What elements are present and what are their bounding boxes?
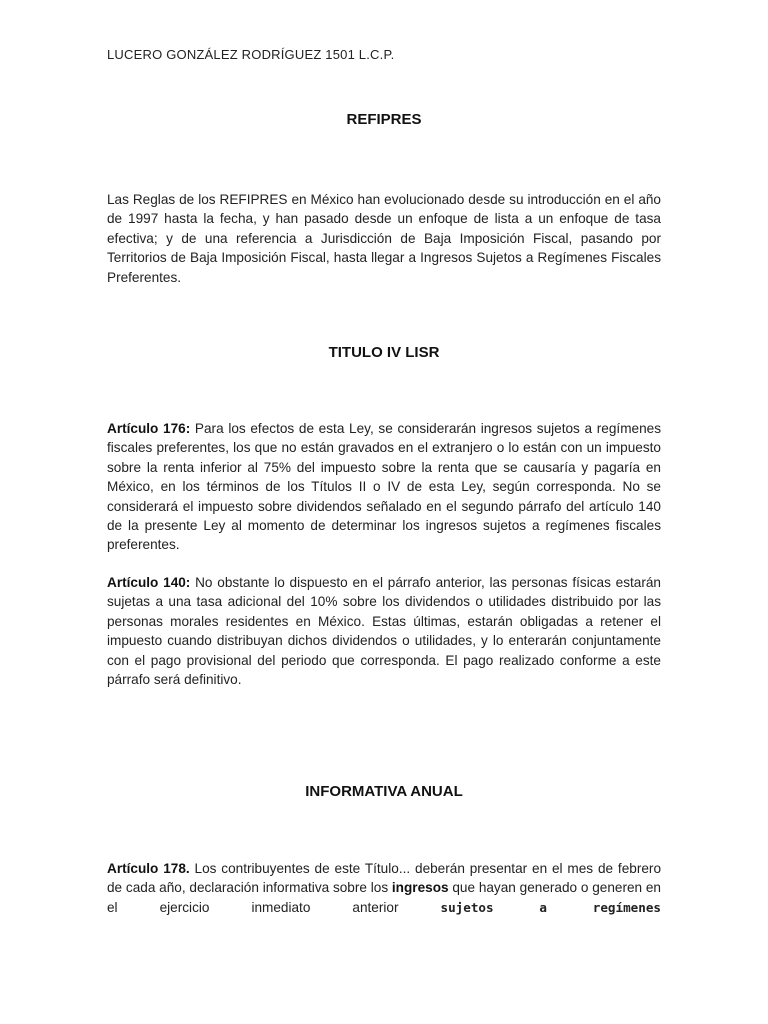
article-178-paragraph <box>107 859 661 917</box>
article-176-text: Para los efectos de esta Ley, se considerarán ingresos sujetos a regímenes fiscales preferentes, los que no están gravados en el extranjero o lo están con un impuesto sobre la renta inferior al 75% del impuesto sobre la renta que se causaría y pagaría en México, en los términos de los Títulos II o IV de esta Ley, según corresponda. No se considerará el impuesto sobre dividendos señalado en el segundo párrafo del artículo 140 de la presente Ley al momento de determinar los ingresos sujetos a regímenes fiscales preferentes. <box>107 421 661 553</box>
section-title-informativa-anual: INFORMATIVA ANUAL <box>305 783 463 800</box>
section-title-refipres: REFIPRES <box>346 111 422 128</box>
article-176-paragraph <box>107 419 661 555</box>
article-140-label: Artículo 140: <box>107 575 191 590</box>
article-178-label: Artículo 178. <box>107 861 190 876</box>
author-line: LUCERO GONZÁLEZ RODRÍGUEZ 1501 L.C.P. <box>107 47 395 62</box>
article-140-text: No obstante lo dispuesto en el párrafo anterior, las personas físicas estarán sujetas a una tasa adicional del 10% sobre los dividendos o utilidades distribuido por las personas morales residentes en México. Estas últimas, estarán obligadas a retener el impuesto cuando distribuyan dichos dividendos o utilidades, y lo enterarán conjuntamente con el pago provisional del periodo que corresponda. El pago realizado conforme a este párrafo será definitivo. <box>107 575 661 688</box>
article-176-label: Artículo 176: <box>107 421 191 436</box>
article-178-bold-ingresos: ingresos <box>391 880 449 896</box>
article-140-paragraph <box>107 573 661 689</box>
refipres-paragraph: Las Reglas de los REFIPRES en México han evolucionado desde su introducción en el año de 1997 hasta la fecha, y han pasado desde un enfoque de lista a un enfoque de tasa efectiva; y de una referencia a Jurisdicción de Baja Imposición Fiscal, pasando por Territorios de Baja Imposición Fiscal, hasta llegar a Ingresos Sujetos a Regímenes Fiscales Preferentes. <box>107 192 661 285</box>
section-title-titulo-iv: TITULO IV LISR <box>328 344 440 361</box>
article-178-bold-regimenes: sujetos a regímenes <box>440 899 661 915</box>
article-178-text-b: que hayan generado o generen en el ejercicio inmediato anterior <box>107 880 661 915</box>
article-178-text-a: Los contribuyentes de este Título... deberán presentar en el mes de febrero de cada año, declaración informativa sobre los <box>107 861 662 896</box>
